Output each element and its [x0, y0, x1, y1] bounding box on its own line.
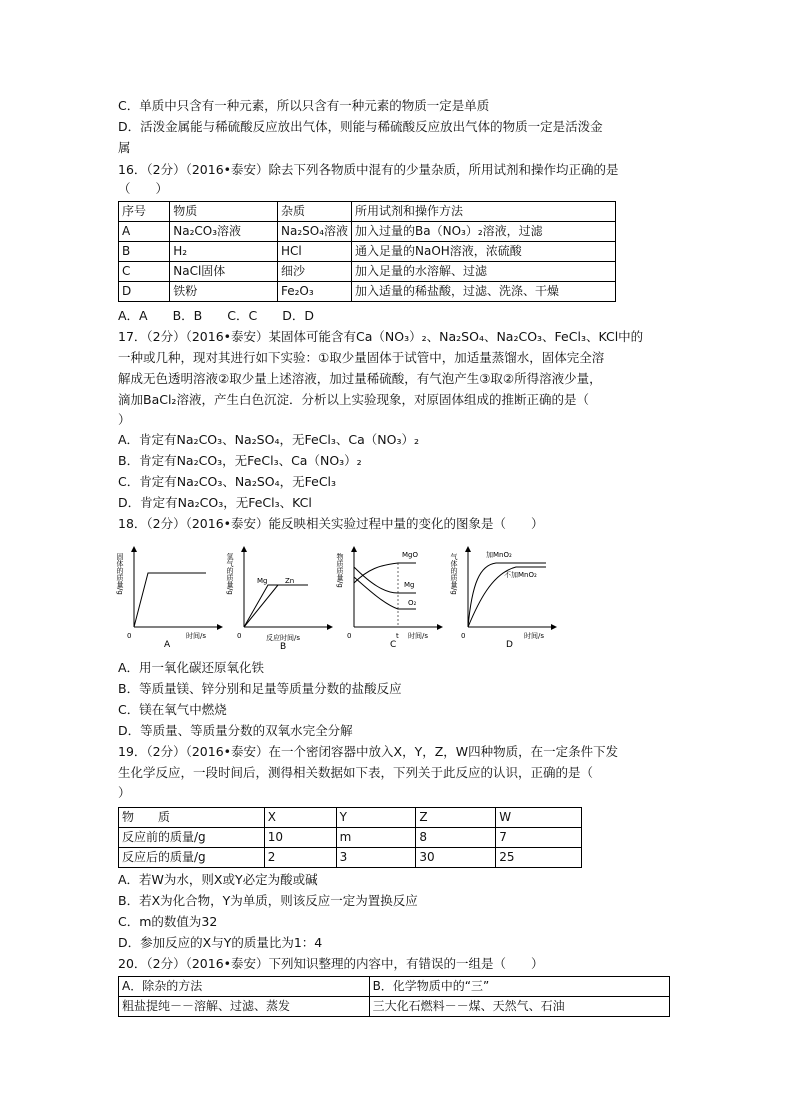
q17-stem-line2: 一种或几种，现对其进行如下实验：①取少量固体于试管中，加适量蒸馏水，固体完全溶	[118, 350, 605, 365]
q19-cell: 25	[496, 848, 582, 868]
graph-c-caption: C	[390, 640, 397, 650]
graph-d-origin: 0	[461, 632, 466, 640]
q18-option-c: C．镁在氧气中燃烧	[118, 702, 227, 717]
q19-header-cell: X	[264, 808, 336, 828]
graph-a	[118, 543, 226, 651]
q16-cell: Fe₂O₃	[277, 282, 351, 302]
q15-option-c: C．单质中只含有一种元素，所以只含有一种元素的物质一定是单质	[118, 98, 490, 113]
q16-table-row	[119, 262, 616, 282]
graph-a-xlabel: 时间/s	[186, 632, 207, 640]
q20-table-row	[119, 997, 670, 1017]
q16-cell: 加入足量的水溶解、过滤	[352, 262, 616, 282]
q18-option-d: D．等质量、等质量分数的双氧水完全分解	[118, 723, 353, 738]
q19-table-row	[119, 848, 582, 868]
q16-answers: A．A B．B C．C D．D	[118, 308, 314, 323]
q19-option-a: A．若W为水，则X或Y必定为酸或碱	[118, 872, 318, 887]
q17-stem-line3: 解成无色透明溶液②取少量上述溶液，加过量稀硫酸，有气泡产生③取②所得溶液少量，	[118, 371, 602, 386]
q16-cell: NaCl固体	[170, 262, 278, 282]
graph-b	[228, 543, 336, 651]
q16-table-row	[119, 282, 616, 302]
q19-cell: 10	[264, 828, 336, 848]
graph-a-origin: 0	[127, 632, 132, 640]
q20-cell: 粗盐提纯－－溶解、过滤、蒸发	[119, 997, 370, 1017]
q19-cell: 8	[416, 828, 496, 848]
graph-c-x-arrow	[437, 624, 443, 630]
graph-d-xlabel: 时间/s	[524, 632, 545, 640]
q19-cell: 30	[416, 848, 496, 868]
q16-header-cell: 杂质	[277, 202, 351, 222]
q17-stem-line5: ）	[118, 412, 131, 427]
q19-stem-line1: 19．（2分）（2016•泰安）在一个密闭容器中放入X，Y，Z，W四种物质，在一定条件下发	[118, 744, 619, 759]
graph-a-curve	[134, 573, 206, 627]
graph-a-y-arrow	[131, 546, 137, 552]
q19-header-cell: Z	[416, 808, 496, 828]
graph-b-mg-curve	[244, 585, 308, 627]
q19-option-d: D．参加反应的X与Y的质量比为1：4	[118, 935, 323, 950]
graph-d-caption: D	[506, 640, 513, 650]
q16-table-row	[119, 242, 616, 262]
q20-table	[118, 976, 670, 1017]
q19-table-row	[119, 828, 582, 848]
graph-b-mg-label: Mg	[257, 577, 268, 585]
q18-option-b: B．等质量镁、锌分别和足量等质量分数的盐酸反应	[118, 681, 402, 696]
graph-b-x-arrow	[327, 624, 333, 630]
graph-b-origin: 0	[237, 632, 242, 640]
q16-header-cell: 序号	[119, 202, 170, 222]
q16-cell: 通入足量的NaOH溶液，浓硫酸	[352, 242, 616, 262]
q16-cell: 加入适量的稀盐酸，过滤、洗涤、干燥	[352, 282, 616, 302]
graph-b-caption: B	[280, 642, 287, 652]
graph-c-mgo-curve	[354, 563, 416, 583]
q16-cell: HCl	[277, 242, 351, 262]
q16-cell: 加入过量的Ba（NO₃）₂溶液，过滤	[352, 222, 616, 242]
q16-header-cell: 物质	[170, 202, 278, 222]
graph-d-without-mno2-label: 不加MnO₂	[504, 571, 537, 579]
q19-table-header	[119, 808, 582, 828]
q17-option-c: C．肯定有Na₂CO₃、Na₂SO₄，无FeCl₃	[118, 474, 337, 489]
q17-stem-line4: 滴加BaCl₂溶液，产生白色沉淀．分析以上实验现象，对原固体组成的推断正确的是（	[118, 392, 589, 407]
graph-b-svg	[228, 543, 336, 651]
q18-stem: 18．（2分）（2016•泰安）能反映相关实验过程中量的变化的图象是（ ）	[118, 516, 544, 531]
q20-stem: 20．（2分）（2016•泰安）下列知识整理的内容中，有错误的一组是（ ）	[118, 956, 544, 971]
q19-cell: 7	[496, 828, 582, 848]
q16-cell: Na₂CO₃溶液	[170, 222, 278, 242]
q19-cell: 3	[336, 848, 416, 868]
q19-option-b: B．若X为化合物，Y为单质，则该反应一定为置换反应	[118, 893, 418, 908]
q19-cell: 反应前的质量/g	[119, 828, 265, 848]
graph-d-svg	[452, 543, 560, 651]
graph-a-caption: A	[164, 640, 171, 650]
graph-d-ylabel: 气体的质量/g	[450, 553, 458, 595]
q20-header-cell: B．化学物质中的“三”	[369, 977, 669, 997]
q16-stem-line2: （ ）	[118, 181, 169, 196]
q16-table-row	[119, 222, 616, 242]
graph-c-tick: t	[396, 632, 399, 640]
graph-b-zn-label: Zn	[285, 577, 295, 585]
graph-c-origin: 0	[347, 632, 352, 640]
q16-cell: D	[119, 282, 170, 302]
q16-cell: H₂	[170, 242, 278, 262]
q19-cell: 2	[264, 848, 336, 868]
q19-header-cell: Y	[336, 808, 416, 828]
q16-cell: 细沙	[277, 262, 351, 282]
graph-d-x-arrow	[551, 624, 557, 630]
graph-c-y-arrow	[351, 546, 357, 552]
graph-d	[452, 543, 560, 651]
q16-cell: B	[119, 242, 170, 262]
graph-a-x-arrow	[217, 624, 223, 630]
q19-cell: 反应后的质量/g	[119, 848, 265, 868]
graph-d-y-arrow	[465, 546, 471, 552]
q19-header-cell: 物 质	[119, 808, 265, 828]
graph-b-xlabel: 反应时间/s	[266, 634, 301, 642]
graph-c-o2-label: O₂	[408, 599, 417, 607]
q16-cell: A	[119, 222, 170, 242]
q20-table-header	[119, 977, 670, 997]
q19-header-cell: W	[496, 808, 582, 828]
q19-table	[118, 807, 582, 868]
q16-cell: C	[119, 262, 170, 282]
q16-table	[118, 201, 616, 302]
q20-cell: 三大化石燃料－－煤、天然气、石油	[369, 997, 669, 1017]
graph-a-svg	[118, 543, 226, 651]
q17-option-d: D．肯定有Na₂CO₃，无FeCl₃、KCl	[118, 495, 312, 510]
q19-stem-line2: 生化学反应，一段时间后，测得相关数据如下表，下列关于此反应的认识，正确的是（	[118, 765, 594, 780]
q16-stem-line1: 16．（2分）（2016•泰安）除去下列各物质中混有的少量杂质，所用试剂和操作均正确的是	[118, 162, 619, 177]
graph-c-svg	[338, 543, 446, 651]
q20-header-cell: A．除杂的方法	[119, 977, 370, 997]
q16-cell: 铁粉	[170, 282, 278, 302]
graph-c-mg-label: Mg	[404, 581, 415, 589]
graph-c-mg-curve	[354, 567, 416, 593]
graph-b-ylabel: 氢气的质量/g	[226, 553, 234, 595]
q18-option-a: A．用一氧化碳还原氧化铁	[118, 660, 265, 675]
graph-c-mgo-label: MgO	[402, 551, 418, 559]
q16-table-header	[119, 202, 616, 222]
graph-a-ylabel: 固体的质量/g	[116, 553, 124, 595]
q19-stem-line3: ）	[118, 785, 131, 800]
q17-option-a: A．肯定有Na₂CO₃、Na₂SO₄，无FeCl₃、Ca（NO₃）₂	[118, 432, 419, 447]
graph-b-zn-curve	[244, 585, 278, 627]
q17-option-b: B．肯定有Na₂CO₃，无FeCl₃、Ca（NO₃）₂	[118, 453, 362, 468]
q19-cell: m	[336, 828, 416, 848]
q15-option-d-line2: 属	[118, 140, 131, 155]
graph-c	[338, 543, 446, 651]
graph-b-y-arrow	[241, 546, 247, 552]
graph-c-ylabel: 物质质量/g	[336, 553, 344, 588]
graph-d-with-mno2-label: 加MnO₂	[486, 551, 512, 559]
q19-option-c: C．m的数值为32	[118, 914, 218, 929]
graph-c-xlabel: 时间/s	[408, 632, 429, 640]
q16-cell: Na₂SO₄溶液	[277, 222, 351, 242]
q15-option-d-line1: D．活泼金属能与稀硫酸反应放出气体，则能与稀硫酸反应放出气体的物质一定是活泼金	[118, 119, 603, 134]
q16-header-cell: 所用试剂和操作方法	[352, 202, 616, 222]
q17-stem-line1: 17．（2分）（2016•泰安）某固体可能含有Ca（NO₃）₂、Na₂SO₄、Na₂CO₃、FeCl₃、KCl中的	[118, 329, 644, 344]
